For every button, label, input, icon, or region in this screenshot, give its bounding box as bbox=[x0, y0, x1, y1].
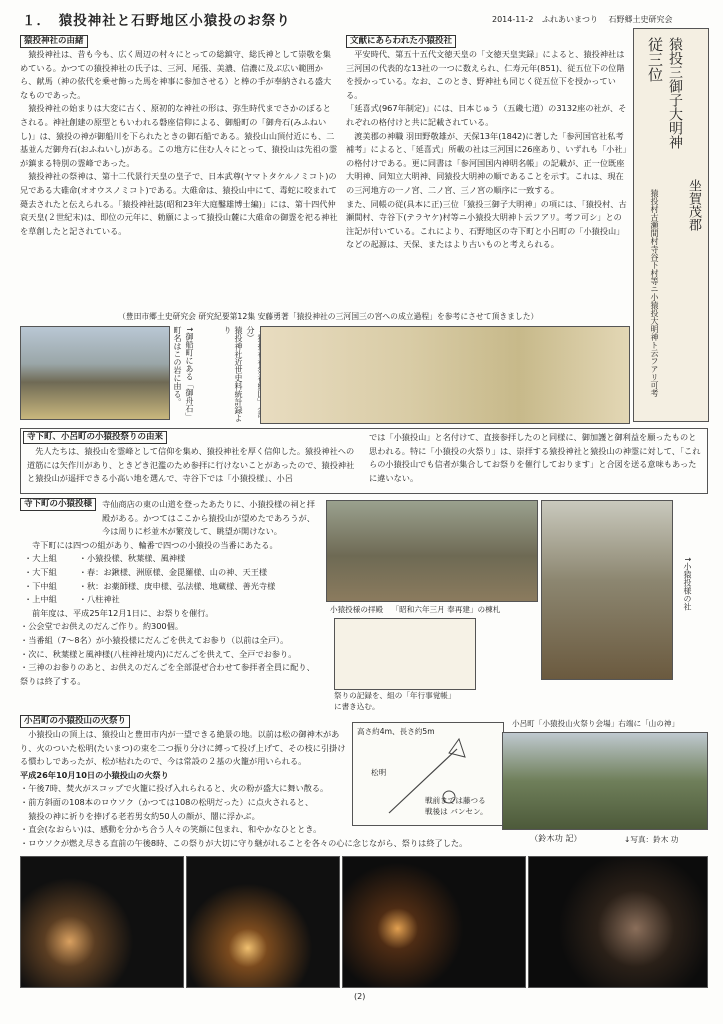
duty-item: ・小猿投様、秋葉様、風神様 bbox=[78, 553, 186, 564]
procedure-item: ・公会堂でお供えのだんご作り。約300個。 bbox=[20, 621, 184, 632]
author-note: （鈴木功 記） bbox=[530, 833, 582, 843]
page-number: (2) bbox=[354, 992, 366, 1001]
paragraph: 猿投神社の祭神は、第十二代景行天皇の皇子で、日本武尊(ヤマトタケルノミコト)の兄である大碓命(オオウスノミコト)である。大碓命は、猿投山中にて、毒蛇に咬まれて薨去されたと伝えられる。「猿投神社誌(昭和23年大庭鑿雄博士編)」には、第十四代仲哀天皇(２世紀末)は、即位の元年に、勅願によって猿投山麓に大碓命の御霊を祀る神社を草創したと記されている。 bbox=[20, 171, 338, 236]
photo-mifuneishi bbox=[20, 326, 170, 420]
procedure-item: ・次に、秋葉様と風神様(八柱神社境内)にだんごを供えて、全戸でお参り。 bbox=[20, 648, 297, 659]
photo-night-fire-basket bbox=[186, 856, 340, 988]
caption-line: 猿投神社近世史料統計録より bbox=[223, 326, 243, 422]
section-heading: 小呂町の小猿投山の火祭り bbox=[20, 715, 130, 728]
group-list bbox=[24, 552, 57, 606]
section-heading: 寺下町の小猿投様 bbox=[20, 498, 96, 511]
header-event: ふれあいまつり bbox=[541, 15, 598, 24]
festival-item: ・午後7時、焚火がスコップで火籠に投げ入れられると、火の粉が盛大に舞い散る。 bbox=[20, 783, 329, 794]
paragraph-left: 先人たちは、猿投山を霊峰として信仰を集め、猿投神社を厚く信仰した。猿投神社への道筋には矢作川があり、ときどき氾濫のため参拝に行けないことがあったので、猿投神社と猿投山が遥拝できる小高い地を選んで、寺谷下では「小猿投様」、小呂 bbox=[27, 446, 355, 484]
header-date: 2014-11-2 bbox=[492, 15, 534, 24]
duty-item: ・秋：お薬師様、庚申様、弘法様、地蔵様、善光寺様 bbox=[78, 580, 276, 591]
group-item: ・大下組 bbox=[24, 566, 57, 577]
source-note: （豊田市郷土史研究会 研究紀要第12集 安藤勇著「猿投神社の三河国三の宮への成立過程」を参考にさせて頂きました） bbox=[118, 312, 539, 321]
festival-date: 平成26年10月10日の小猿投山の火祭り bbox=[20, 769, 169, 780]
section-heading: 寺下町、小呂町の小猿投祭りの由来 bbox=[23, 431, 167, 444]
caption-line: 祭りの記録を、組の「年行事覚帳」 bbox=[334, 691, 456, 700]
painting-festival-scroll bbox=[260, 326, 630, 424]
diagram-note: 戦前までは藤つる 戦後は バンセン。 bbox=[425, 796, 488, 816]
festival-item: ・直会(なおらい)は、感動を分かち合う人々の笑顔に包まれ、和やかなひととき。 bbox=[20, 824, 322, 835]
photo-night-bonfire bbox=[20, 856, 184, 988]
scroll-line: 猿投三御子大明神 bbox=[667, 37, 683, 149]
paragraph: 渡美郡の神職 羽田野敬雄が、天保13年(1842)に著した「参河国官社私考補考」によると、「延喜式」所載の社は三河国に26座あり、いずれも「小社」の格付けである。更に同書は「参河国国内神明名帳」の記載が、正一位既座大明神、同知立大明神、同猿投大明神の順であることを示す。これは、現在の三河地方の一ノ宮、二ノ宮、三ノ宮の順序に一致する。 bbox=[346, 130, 627, 195]
paragraph: 前年度は、平成25年12月1日に、お祭りを催行。 bbox=[32, 607, 214, 618]
sketch-record-book bbox=[334, 618, 476, 690]
caption-mifuneishi bbox=[172, 326, 195, 422]
duty-item: ・春：お鍬様、洲原様、金毘羅様、山の神、天王様 bbox=[78, 566, 268, 577]
section-shrine-origin bbox=[20, 28, 338, 238]
scroll-note: 猿投村古瀬間村寺谷下村等ニ小猿投大明神ト云フアリ可考 bbox=[650, 189, 659, 397]
section-heading: 文献にあらわれた小猿投社 bbox=[346, 35, 456, 48]
diagram-torch: 松明 bbox=[371, 768, 387, 777]
caption-line: 「昭和六年三月 奉再建」の棟札 bbox=[391, 605, 501, 614]
section-origin-small-sanage bbox=[20, 428, 708, 494]
scroll-line: 坐賀茂郡 bbox=[686, 179, 701, 231]
festival-item: 猿投の神に祈りを捧げる老若男女約50人の顔が、闇に浮かぶ。 bbox=[20, 810, 260, 821]
caption-line: ↑御船町にある「御舟石」 bbox=[185, 326, 194, 421]
group-item: ・上中組 bbox=[24, 594, 57, 605]
duty-item: ・八柱神社 bbox=[78, 594, 120, 605]
header-org: 石野郷土史研究会 bbox=[608, 15, 673, 24]
header-info bbox=[492, 14, 673, 25]
scroll-line: 従三位 bbox=[646, 37, 664, 82]
caption-koro-venue: 小呂町「小猿投山火祭り会場」右端に「山の神」 bbox=[512, 719, 680, 728]
caption-shrine: ↑小猿投様の社 bbox=[683, 556, 692, 611]
photo-koro-venue bbox=[502, 732, 708, 830]
paragraph: 「延喜式(967年制定)」には、日本じゅう（五畿七道）の3132座の社が、それぞれの格付けと共に記載されている。 bbox=[346, 103, 627, 127]
diagram-fire-basket bbox=[352, 722, 504, 826]
procedure-item: ・三神のお参りのあと、お供えのだんごを全部混ぜ合わせて参拝者全員に配り、祭りは終了する。 bbox=[20, 662, 315, 686]
caption-line: 分） bbox=[246, 326, 255, 342]
paragraph: 猿投神社の始まりは大変に古く、原初的な神社の形は、弥生時代までさかのぼるとされる。神社創建の原型ともいわれる磐座信仰による、御船町の「御舟石(みふねいし)」は、猿投の神が御船川を下られたときの御石船である。猿投山山頂付近にも、二基並んだ御舟石(おふねいし)がある。この地方に住む人々にとって、猿投山は先祖の霊が鎮まる特別の霊峰であった。 bbox=[20, 103, 338, 168]
paragraph: また、同帳の従(具本に正)三位「猿投三御子大明神」の項には、「猿投村、古瀬間村、寺谷下(テラヤケ)村等ニ小猿投大明神ト云フアリ。考フ可シ」との注記が付いている。これにより、石野地区の寺下町と小呂町の「小猿投山」などの起源は、天保、またはより古いものと考えられる。 bbox=[346, 198, 627, 250]
photo-shrine bbox=[541, 500, 673, 680]
paragraph: 小猿投山の頂上は、猿投山と豊田市内が一望できる絶景の地。以前は松の御神木があり、火のついた松明(たいまつ)の束を二つ振り分けに縛って投げ上げて、その枝に引掛ける慣わしであったが、松が枯れたので、今は常設の２基の火籠が用いられる。 bbox=[20, 729, 346, 767]
photo-credit: ↓写真：鈴木 功 bbox=[624, 835, 679, 844]
paragraph: 平安時代、第五十五代文徳天皇の「文徳天皇実録」によると、猿投神社は三河国の代表的な13社の一つに数えられ、仁寿元年(851)、従五位下の位階を授かっている。なお、このとき、野神社も同じく従五位下を授かっている。 bbox=[346, 49, 625, 100]
group-item: ・大上組 bbox=[24, 553, 57, 564]
paragraph: 寺仙商店の東の山道を登ったあたりに、小猿投様の祠と拝殿がある。かつてはここから猿投山が望めたであろうが、今は周りに杉並木が繁茂して、眺望が開けない。 bbox=[102, 499, 315, 537]
caption-line: 町名はこの岩に由る。 bbox=[173, 326, 182, 406]
festival-item: ・前方斜面の108本のロウソク（かつては108の松明だった）に点火されると、 bbox=[20, 796, 314, 807]
photo-night-candles bbox=[342, 856, 526, 988]
duty-list bbox=[79, 552, 276, 606]
procedure-item: ・当番組（7〜8名）が小猿投様にだんごを供えてお参り（以前は全戸）。 bbox=[20, 634, 289, 645]
caption-line: 小猿投様の拝殿 bbox=[330, 605, 384, 614]
diagram-height: 高さ約4m、長さ約5m bbox=[357, 727, 435, 736]
procedure-list bbox=[20, 620, 320, 688]
paragraph: 猿投神社は、昔も今も、広く周辺の村々にとっての総鎮守、総氏神として崇敬を集めている。かつての猿投神社の氏子は、三河、尾張、美濃、信濃に及ぶ広い範囲から、献馬（神の依代を乗せ飾った馬を神事に参加させる）と棒の手が奉納される盛大なものであった。 bbox=[20, 49, 332, 100]
photo-night-gathering bbox=[528, 856, 708, 988]
caption-line: に書き込む。 bbox=[334, 702, 380, 711]
scroll-image bbox=[633, 28, 709, 422]
page-title: １． 猿投神社と石野地区小猿投のお祭り bbox=[22, 13, 291, 29]
section-heading: 猿投神社の由緒 bbox=[20, 35, 88, 48]
photo-haiden bbox=[326, 500, 538, 602]
group-item: ・下中組 bbox=[24, 580, 57, 591]
caption-haiden bbox=[330, 604, 500, 615]
paragraph: 寺下町には四つの組があり、輪番で四つの小猿投の当番にあたる。 bbox=[32, 539, 278, 550]
section-literature bbox=[346, 28, 628, 252]
festival-item: ・ロウソクが燃え尽きる直前の午後8時、この祭りが大切に守り継がれることを各々の心に念じながら、祭りは終了した。 bbox=[20, 837, 468, 848]
paragraph-right: では「小猿投山」と名付けて、直接参拝したのと同様に、御加護と御利益を願ったものと思われる。特に「小猿投の火祭り」は、崇拝する猿投神社と猿投山の神霊に対して、「これらの小猿投山でも信者が集合してお祭りを催行しております」と合図を送る意味もあったに違いない。 bbox=[369, 432, 701, 483]
section-terashita bbox=[20, 498, 320, 688]
